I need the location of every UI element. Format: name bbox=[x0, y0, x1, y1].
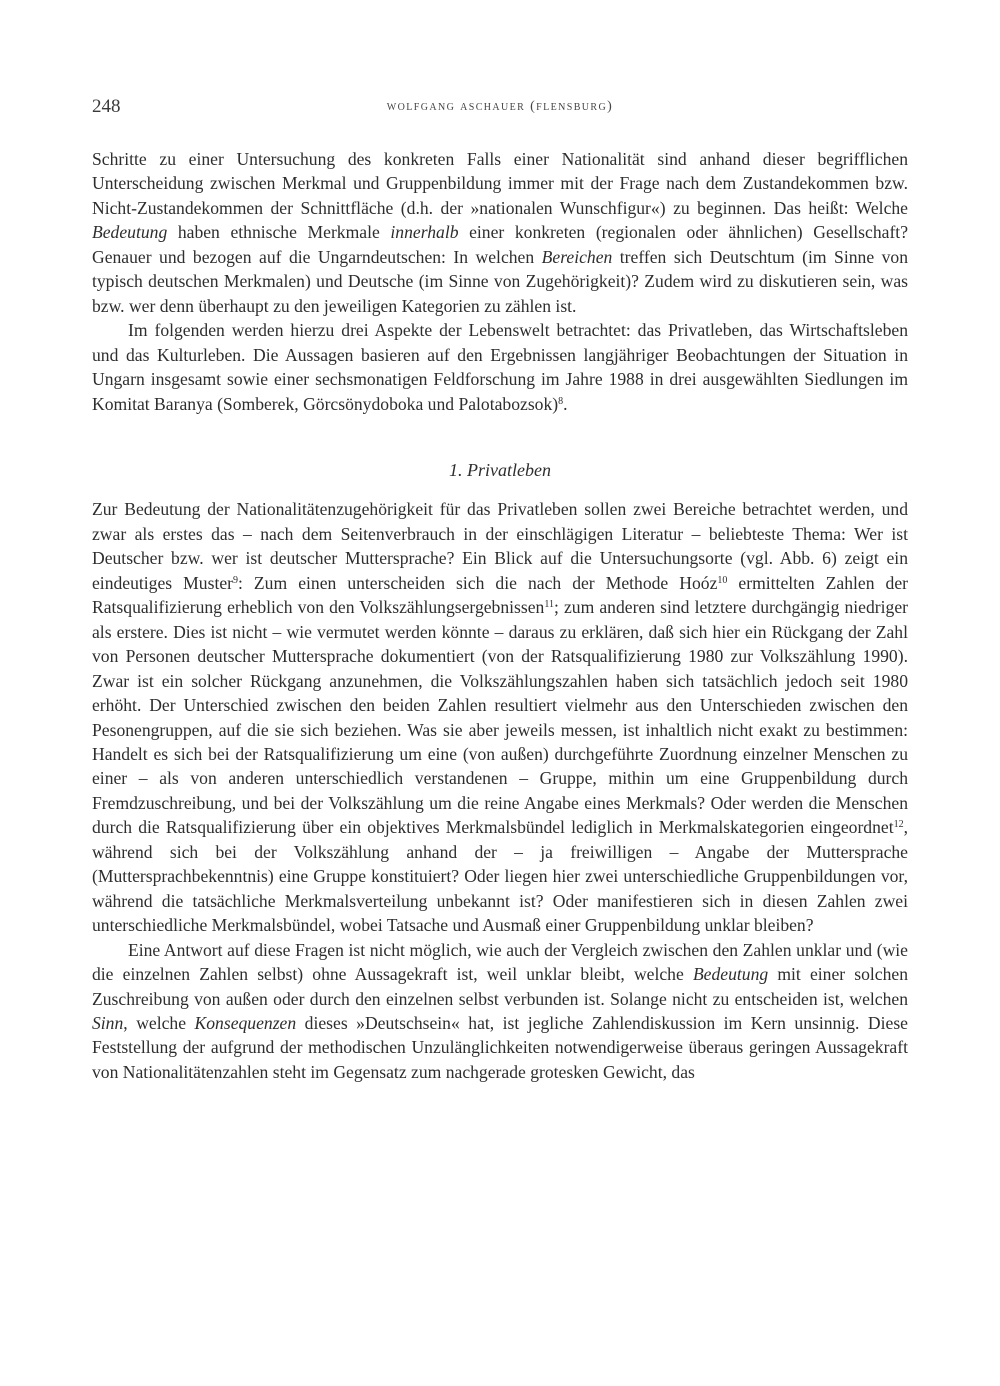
text-run: , während sich bei der Volkszählung anhand der – ja freiwilligen – Angabe der Muttersprache (Muttersprachbekenntnis) eine Gruppe konstituiert? Oder liegen hier zwei unterschiedliche Gruppenbildungen vor, während die tatsächliche Merkmalsverteilung unbekannt ist? Oder manifestieren sich in diesen Zahlen zwei unterschiedliche Merkmalsbündel, wobei Tatsache und Ausmaß einer Gruppenbildung unklar bleiben? bbox=[92, 817, 908, 936]
page-number: 248 bbox=[92, 96, 121, 117]
footnote-ref: 10 bbox=[717, 574, 728, 586]
paragraph-4 bbox=[92, 938, 908, 1085]
emphasis: Bereichen bbox=[541, 246, 613, 267]
emphasis: innerhalb bbox=[390, 222, 459, 243]
footnote-ref: 11 bbox=[544, 599, 554, 611]
paragraph-2 bbox=[92, 318, 908, 416]
emphasis: Sinn bbox=[92, 1012, 124, 1033]
emphasis: Bedeutung bbox=[692, 964, 769, 985]
text-run: ; zum anderen sind letztere durchgängig niedriger als erstere. Dies ist nicht – wie vermutet werden könnte – daraus zu erklären, daß sich hier ein Rückgang der Zahl von Personen deutscher Muttersprache dokumentiert (von der Ratsqualifizierung 1980 zur Volkszählung 1990). Zwar ist ein solcher Rückgang anzunehmen, die Volkszählungszahlen haben sich tatsächlich jedoch seit 1980 erhöht. Der Unterschied zwischen den beiden Zahlen resultiert vielmehr aus den Unterschieden zwischen den Pesonengruppen, auf die sie sich beziehen. Was sie aber jeweils messen, ist inhaltlich nicht exakt zu bestimmen: Handelt es sich bei der Ratsqualifizierung um eine (von außen) durchgeführte Zuordnung einzelner Menschen zu einer – als von anderen unterschiedlich verstandenen – Gruppe, mithin um eine Gruppenbildung durch Fremdzuschreibung, und bei der Volkszählung um die reine Angabe eines Merkmals? Oder werden die Menschen durch die Ratsqualifizierung über ein objektives Merkmalsbündel lediglich in Merkmalskategorien eingeordnet bbox=[92, 597, 908, 838]
page-header bbox=[92, 96, 908, 126]
text-run: Schritte zu einer Untersuchung des konkreten Falls einer Nationalität sind anhand dieser begrifflichen Unterscheidung zwischen Merkmal und Gruppenbildung immer mit der Frage nach dem Zustandekommen bzw. Nicht-Zustandekommen der Schnittfläche (d.h. der »nationalen Wunschfigur«) zu beginnen. Das heißt: Welche bbox=[92, 149, 908, 218]
footnote-ref: 12 bbox=[893, 819, 904, 831]
emphasis: Konsequenzen bbox=[194, 1012, 297, 1033]
text-run: Eine Antwort auf diese Fragen ist nicht möglich, wie auch der Vergleich zwischen den Zahlen unklar und (wie die einzelnen Zahlen selbst) ohne Aussagekraft ist, weil unklar bleibt, welche bbox=[92, 939, 908, 985]
body-text bbox=[92, 147, 908, 1084]
text-run: ermittelten Zahlen der Ratsqualifizierung erheblich von den Volkszählungsergebnissen bbox=[92, 572, 909, 618]
footnote-ref: 8 bbox=[558, 395, 564, 407]
text-run: . bbox=[563, 393, 568, 414]
text-run: mit einer solchen Zuschreibung von außen oder durch den einzelnen selbst verbunden ist. Solange nicht zu entscheiden ist, welchen bbox=[92, 964, 909, 1009]
text-run: treffen sich Deutschtum (im Sinne von typisch deutschen Merkmalen) und Deutsche (im Sinne von Zugehörigkeit)? Zudem wird zu diskutieren sein, was bzw. wer denn überhaupt zu den jeweiligen Kategorien zu zählen ist. bbox=[92, 246, 908, 316]
text-run: Im folgenden werden hierzu drei Aspekte der Lebenswelt betrachtet: das Privatleben, das Wirtschaftsleben und das Kulturleben. Die Aussagen basieren auf den Ergebnissen langjähriger Beobachtungen der Situation in Ungarn insgesamt sowie einer sechsmonatigen Feldforschung im Jahre 1988 in drei ausgewählten Siedlungen im Komitat Baranya (Somberek, Görcsönydoboka und Palotabozsok) bbox=[92, 320, 908, 414]
text-run: : Zum einen unterscheiden sich die nach der Methode Hoóz bbox=[238, 572, 718, 593]
text-run: haben ethnische Merkmale bbox=[167, 222, 391, 243]
paragraph-1 bbox=[92, 147, 908, 318]
text-run: , welche bbox=[123, 1012, 195, 1033]
section-heading: 1. Privatleben bbox=[449, 459, 551, 480]
footnote-ref: 9 bbox=[233, 574, 239, 586]
text-run: einer konkreten (regionalen oder ähnlichen) Gesellschaft? Genauer und bezogen auf die Ungarndeutschen: In welchen bbox=[92, 222, 909, 267]
emphasis: Bedeutung bbox=[92, 222, 168, 243]
paragraph-3 bbox=[92, 497, 908, 937]
running-head: wolfgang aschauer (flensburg) bbox=[386, 99, 614, 114]
text-run: dieses »Deutschsein« hat, ist jegliche Zahlendiskussion im Kern unsinnig. Diese Feststellung der aufgrund der methodischen Unzulänglichkeiten notwendigerweise überaus geringen Aussagekraft von Nationalitätenzahlen steht im Gegensatz zum nachgerade grotesken Gewicht, das bbox=[92, 1012, 908, 1082]
text-run: Zur Bedeutung der Nationalitätenzugehörigkeit für das Privatleben sollen zwei Bereiche betrachtet werden, und zwar als erstes das – nach dem Seitenverbrauch in der einschlägigen Literatur – beliebteste Thema: Wer ist Deutscher bzw. wer ist deutscher Muttersprache? Ein Blick auf die Untersuchungsorte (vgl. Abb. 6) zeigt ein eindeutiges Muster bbox=[92, 499, 908, 593]
